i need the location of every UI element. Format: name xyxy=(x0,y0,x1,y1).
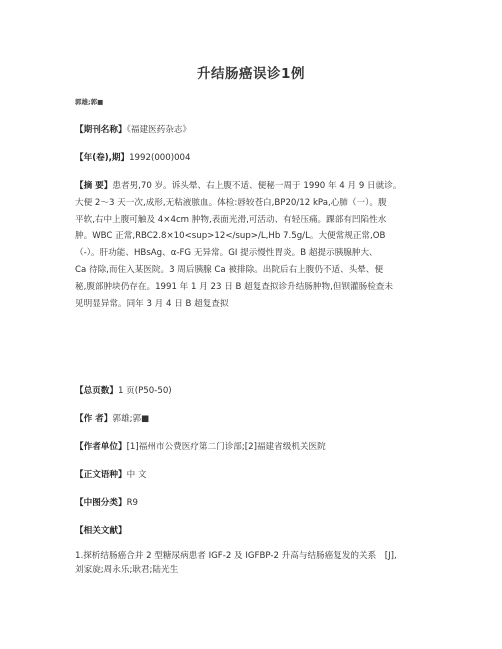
year-label: 【年(卷),期】 xyxy=(75,153,130,163)
journal-field xyxy=(75,122,431,139)
affiliation-label: 【作者单位】 xyxy=(75,442,127,452)
language-field xyxy=(75,467,431,484)
authors-field xyxy=(75,411,431,428)
abstract-label: 【摘 要】 xyxy=(75,181,113,191)
pages-label: 【总页数】 xyxy=(75,386,118,396)
classification-field xyxy=(75,495,431,512)
year-field xyxy=(75,150,431,167)
affiliation-value: [1]福州市公费医疗第二门诊部;[2]福建省级机关医院 xyxy=(126,442,326,452)
reference-item[interactable] xyxy=(75,549,435,577)
abstract-line: 【摘 要】患者男,70 岁。诉头晕、右上腹不适、便秘一周于 1990 年 4 月 9 日就诊。 xyxy=(75,181,402,191)
reference-line: 1.探析结肠癌合并 2 型糖尿病患者 IGF-2 及 IGFBP-2 升高与结肠癌复发的关系 [J], xyxy=(75,551,397,561)
abstract-line: （-）。肝功能、HBsAg、α-FG 无异常。GI 提示慢性胃炎。B 超提示胰腺肿大、 xyxy=(75,248,378,259)
pages-field xyxy=(75,383,431,400)
classification-label: 【中图分类】 xyxy=(75,498,127,508)
abstract-line: 肿。WBC 正常,RBC2.8×10<sup>12</sup>/L,Hb 7.5g/L。大便常规正常,OB xyxy=(75,231,386,242)
affiliation-field xyxy=(75,439,431,456)
abstract-line: 平软,右中上腹可触及 4×4cm 肿物,表面光滑,可活动、有轻压痛。踝部有凹陷性水 xyxy=(75,214,387,225)
abstract-field xyxy=(75,178,435,312)
classification-value: R9 xyxy=(126,498,139,508)
reference-authors: 刘家旋;周永乐;耿君;陆光生 xyxy=(75,565,179,575)
abstract-line: Ca 待除,而住入某医院。3 周后胰腺 Ca 被排除。出院后右上腹仍不适、头晕、便 xyxy=(75,264,384,275)
language-value: 中 文 xyxy=(126,470,147,480)
journal-value: 《福建医药杂志》 xyxy=(126,125,192,135)
abstract-line: 秘,腹部肿块仍存在。1991 年 1 月 23 日 B 超复查拟诊升结肠肿物,但钡灌肠检查未 xyxy=(75,281,393,292)
authors-label: 【作 者】 xyxy=(75,414,113,424)
author-line: 郭雄;郭■ xyxy=(75,98,104,106)
abstract-line: 大便 2～3 天一次,成形,无粘液脓血。体检:唇较苍白,BP20/12 kPa,心肺（一）。腹 xyxy=(75,197,387,208)
related-label: 【相关文献】 xyxy=(75,526,127,536)
pages-value: 1 页(P50-50) xyxy=(117,386,172,396)
related-field xyxy=(75,523,431,540)
language-label: 【正文语种】 xyxy=(75,470,127,480)
abstract-line: 见明显异常。同年 3 月 4 日 B 超复查拟 xyxy=(75,298,229,309)
authors-value: 郭雄;郭■ xyxy=(112,414,150,424)
document-title: 升结肠癌误诊1例 xyxy=(197,66,305,82)
year-value: 1992(000)004 xyxy=(129,153,191,163)
journal-label: 【期刊名称】 xyxy=(75,125,127,135)
